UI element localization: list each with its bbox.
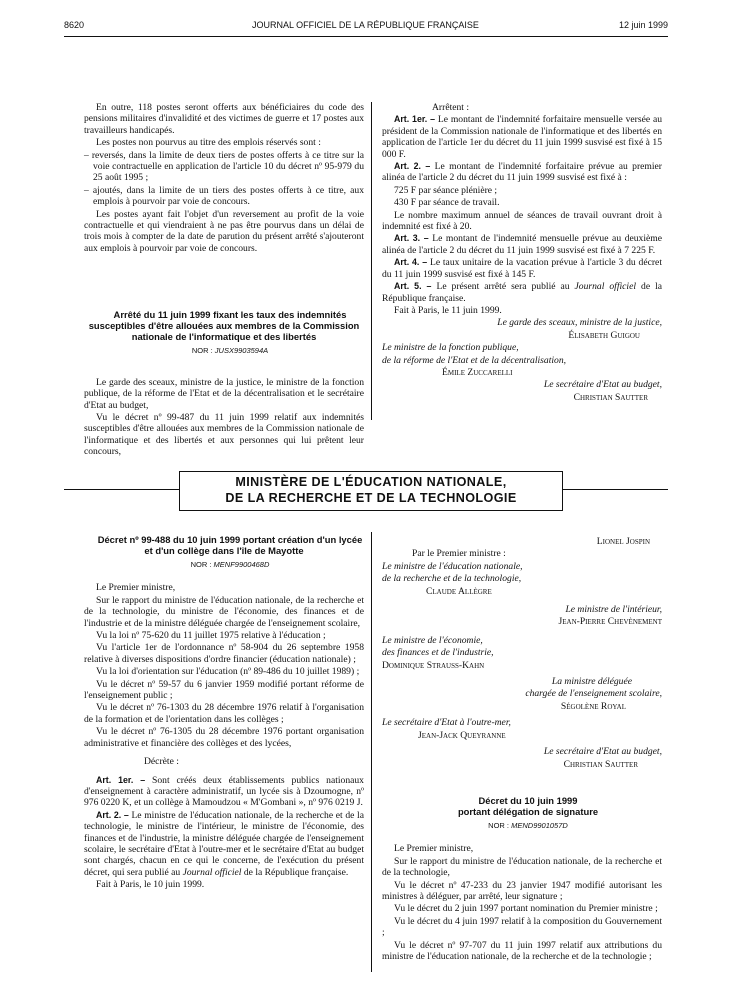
signatory-title: Le secrétaire d'Etat au budget,	[543, 379, 662, 391]
paragraph: Vu le décret du 2 juin 1997 portant nomination du Premier ministre ;	[394, 903, 658, 915]
column-rule	[371, 532, 372, 972]
signatory-name: Ségolène Royal	[560, 700, 626, 712]
signatory-name: Claude Allègre	[426, 585, 492, 597]
arretent: Arrêtent :	[432, 102, 470, 113]
article: Art. 1er. – Le montant de l'indemnité forfaitaire mensuelle versée au président de la Commission nationale de l'informatique et des libertés en application de l'article 1er du décret du 11 juin 1999 susvisé est fixé à 15 000 F.	[382, 114, 662, 160]
rate-line: 430 F par séance de travail.	[394, 197, 500, 209]
paragraph: Vu le décret du 4 juin 1997 relatif à la composition du Gouvernement ;	[382, 915, 662, 939]
paragraph: Le Premier ministre,	[394, 843, 474, 855]
paragraph: Vu le décret nº 76-1303 du 28 décembre 1976 relatif à l'organisation de la formation et de l'orientation dans les collèges ;	[84, 702, 364, 725]
list-item: – ajoutés, dans la limite de un tiers des postes offerts à ce titre, aux emplois à pourvoir par voie de concours.	[84, 184, 364, 208]
bottom-left-column	[84, 534, 364, 892]
decree-title: portant délégation de signature	[457, 805, 599, 817]
paragraph: Vu le décret nº 99-487 du 11 juin 1999 relatif aux indemnités susceptibles d'être allouées aux membres de la Commission nationale de l'informatique et des libertés et aux personnes qui lui prêtent leur concours,	[84, 411, 364, 458]
paragraph: Vu le décret nº 47-233 du 23 janvier 1947 modifié autorisant les ministres à déléguer, par arrêté, leur signature ;	[382, 879, 662, 902]
decrete: Décrète :	[144, 756, 179, 768]
signatory-title: La ministre déléguée	[551, 676, 632, 688]
signatory-title: Le secrétaire d'Etat à l'outre-mer,	[382, 717, 511, 729]
article: Art. 4. – Le taux unitaire de la vacation prévue à l'article 3 du décret du 11 juin 1999 susvisé est fixé à 145 F.	[382, 257, 662, 280]
signatory-name: Christian Sautter	[573, 391, 648, 403]
rate-line: 725 F par séance plénière ;	[394, 184, 498, 196]
paragraph: Vu le décret nº 97-707 du 11 juin 1997 relatif aux attributions du ministre de l'éducation nationale, de la recherche et de la technologie ;	[382, 939, 662, 962]
journal-title: JOURNAL OFFICIEL DE LA RÉPUBLIQUE FRANÇAISE	[252, 20, 479, 30]
signatory-title: Le ministre de l'éducation nationale,	[382, 560, 523, 572]
paragraph: Le garde des sceaux, ministre de la justice, le ministre de la fonction publique, de la réforme de l'Etat et de la décentralisation et le secrétaire d'Etat au budget,	[84, 376, 364, 411]
paragraph: Vu l'article 1er de l'ordonnance nº 58-904 du 26 septembre 1958 relative à diverses dispositions d'ordre financier (éducation nationale) ;	[84, 642, 364, 665]
article: Art. 2. – Le montant de l'indemnité forfaitaire prévue au premier alinéa de l'article 2 du décret du 11 juin 1999 susvisé est fixé à :	[382, 161, 662, 184]
top-left-column	[84, 102, 364, 459]
signatory-name: Dominique Strauss-Kahn	[382, 659, 485, 671]
paragraph: En outre, 118 postes seront offerts aux bénéficiaires du code des pensions militaires d'invalidité et des victimes de guerre et 17 postes aux travailleurs handicapés.	[84, 102, 364, 136]
article: Art. 3. – Le montant de l'indemnité mensuelle prévue au deuxième alinéa de l'article 2 du décret du 11 juin 1999 susvisé est fixé à 7 225 F.	[382, 233, 662, 256]
decree-title: Décret nº 99-488 du 10 juin 1999 portant création d'un lycée et d'un collège dans l'île de Mayotte	[97, 534, 363, 556]
signatory-title: Le ministre de l'intérieur,	[565, 604, 662, 616]
signatory-title: des finances et de l'industrie,	[382, 647, 494, 659]
fait-a: Fait à Paris, le 10 juin 1999.	[96, 879, 205, 891]
signatory-name: Jean-Jack Queyranne	[418, 729, 506, 741]
ministry-rule-left	[64, 489, 179, 490]
paragraph: Vu le décret nº 59-57 du 6 janvier 1959 modifié portant réforme de l'enseignement public ;	[84, 678, 364, 702]
signatory-title: Le ministre de l'économie,	[382, 634, 483, 646]
paragraph: Sur le rapport du ministre de l'éducation nationale, de la recherche et de la technologie, du ministre de l'économie, des finances et de l'industrie et de la ministre déléguée chargée de l'enseignement scolaire,	[84, 594, 364, 629]
bottom-right-column	[382, 536, 662, 963]
fait-a: Fait à Paris, le 11 juin 1999.	[394, 304, 502, 316]
list-item: – reversés, dans la limite de deux tiers de postes offerts à ce titre sur la voie contractuelle en application de l'article 10 du décret nº 95-979 du 25 août 1995 ;	[84, 149, 364, 184]
header-rule	[64, 36, 668, 37]
signatory-title: de la recherche et de la technologie,	[382, 573, 522, 585]
paragraph: Les postes ayant fait l'objet d'un reversement au profit de la voie contractuelle et qui viendraient à ne pas être pourvus dans un délai de trois mois à compter de la date de parution du présent arrêté s'ajouteront aux emplois à pourvoir par voie de concours.	[84, 208, 364, 254]
nor-reference: NOR : MEND9901057D	[488, 820, 568, 830]
paragraph: Vu la loi nº 75-620 du 11 juillet 1975 relative à l'éducation ;	[96, 630, 326, 642]
arrete-title: Arrêté du 11 juin 1999 fixant les taux des indemnités susceptibles d'être allouées aux membres de la Commission nationale de l'informatique et des libertés	[88, 309, 360, 343]
signatory-name: Christian Sautter	[563, 758, 638, 770]
signatory-title: Le ministre de la fonction publique,	[382, 342, 519, 354]
article: Art. 5. – Le présent arrêté sera publié au Journal officiel de la République française.	[382, 281, 662, 304]
signatory-name: Lionel Jospin	[596, 536, 650, 547]
column-rule	[371, 102, 372, 420]
nor-reference: NOR : MENF9900468D	[190, 560, 270, 569]
paragraph: Vu la loi d'orientation sur l'éducation (nº 89-486 du 10 juillet 1989) ;	[96, 666, 360, 678]
article: Art. 2. – Le ministre de l'éducation nationale, de la recherche et de la technologie, le ministre de l'intérieur, le ministre de l'économie, des finances et de l'industrie, la ministre déléguée chargée de l'enseignement scolaire, le secrétaire d'Etat à l'outre-mer et le secrétaire d'Etat au budget sont chargés, chacun en ce qui le concerne, de l'exécution du présent décret, qui sera publié au Journal officiel de la République française.	[84, 809, 364, 878]
ministry-heading: MINISTÈRE DE L'ÉDUCATION NATIONALE, DE LA RECHERCHE ET DE LA TECHNOLOGIE	[179, 471, 563, 511]
paragraph: Les postes non pourvus au titre des emplois réservés sont :	[96, 137, 321, 149]
signatory-name: Élisabeth Guigou	[568, 329, 640, 341]
article: Art. 1er. – Sont créés deux établissements publics nationaux d'enseignement à caractère administratif, un lycée sis à Dzoumogne, nº 976 0220 K, et un collège à Mamoudzou « M'Gombani », nº 976 0219 J.	[84, 774, 364, 809]
signatory-intro: Par le Premier ministre :	[412, 548, 506, 560]
signatory-name: Jean-Pierre Chevènement	[558, 616, 662, 628]
signatory-title: chargée de l'enseignement scolaire,	[525, 688, 662, 700]
nor-reference: NOR : JUSX9903594A	[191, 346, 269, 356]
top-right-column	[382, 102, 662, 404]
paragraph: Vu le décret nº 76-1305 du 28 décembre 1976 portant organisation administrative et financière des collèges et des lycées,	[84, 726, 364, 749]
ministry-rule-right	[562, 489, 668, 490]
signatory-title: Le garde des sceaux, ministre de la justice,	[497, 317, 662, 329]
issue-date: 12 juin 1999	[618, 20, 668, 30]
signatory-title: de la réforme de l'Etat et de la décentralisation,	[382, 354, 567, 366]
signatory-title: Le secrétaire d'Etat au budget,	[543, 746, 662, 758]
page-header	[64, 20, 668, 34]
signatory-name: Émile Zuccarelli	[442, 366, 513, 378]
paragraph: Le Premier ministre,	[96, 582, 176, 594]
paragraph: Le nombre maximum annuel de séances de travail ouvrant droit à indemnité est fixé à 20.	[382, 209, 662, 233]
page-number: 8620	[64, 20, 85, 30]
decree-title: Décret du 10 juin 1999	[478, 794, 578, 806]
paragraph: Sur le rapport du ministre de l'éducation nationale, de la recherche et de la technologie,	[382, 855, 662, 879]
